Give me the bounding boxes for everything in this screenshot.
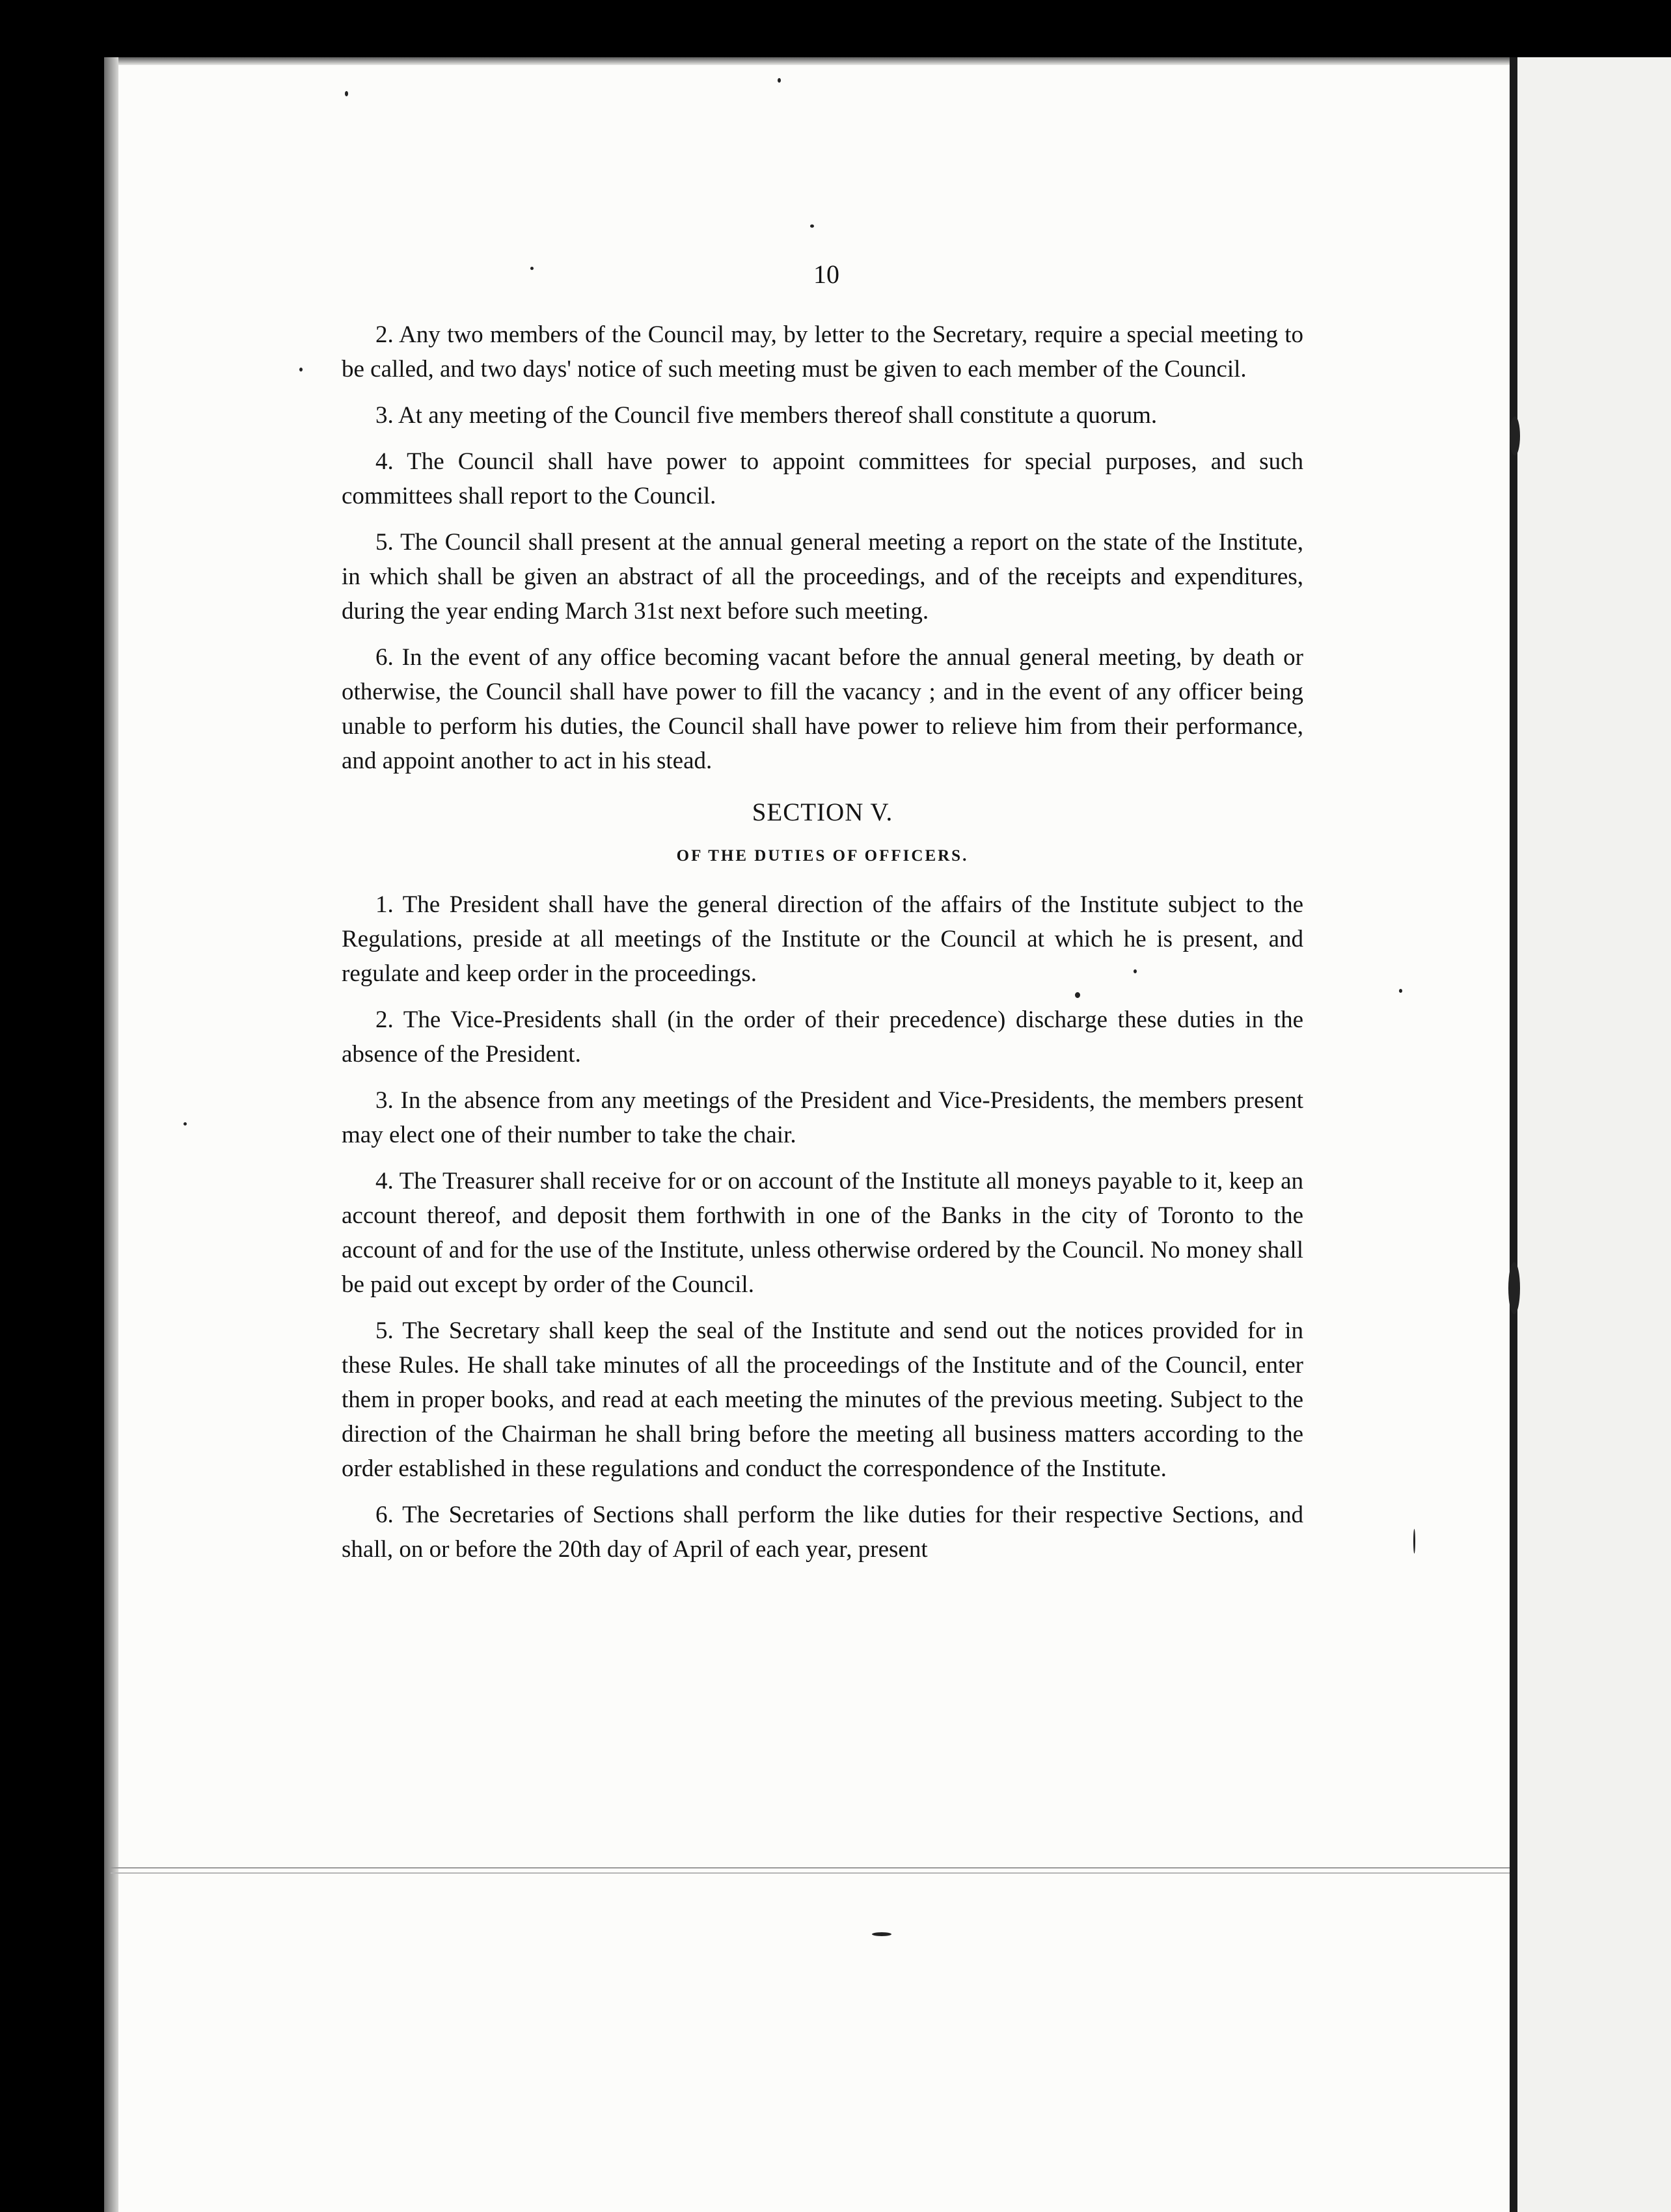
scan-speck bbox=[530, 267, 534, 270]
scan-speck bbox=[1510, 416, 1520, 455]
section-heading: SECTION V. bbox=[752, 798, 893, 826]
paragraph: 3. At any meeting of the Council five members thereof shall constitute a quorum. bbox=[375, 402, 1158, 429]
paragraph: 3. In the absence from any meetings of the President and Vice-Presidents, the members present may elect one of their number to take the chair. bbox=[342, 1087, 1303, 1148]
scan-speck bbox=[1399, 989, 1402, 993]
scan-speck bbox=[183, 1122, 187, 1126]
scan-speck bbox=[810, 224, 814, 228]
section-subheading: OF THE DUTIES OF OFFICERS. bbox=[676, 847, 969, 865]
page-left-edge bbox=[104, 57, 118, 2212]
binding-edge bbox=[1510, 57, 1517, 2212]
scan-speck bbox=[299, 368, 303, 371]
fold-line bbox=[111, 1867, 1510, 1874]
paragraph: 6. The Secretaries of Sections shall perform the like duties for their respective Sections, and shall, on or before the 20th day of April of each year, present bbox=[342, 1502, 1303, 1563]
scan-speck bbox=[872, 1932, 891, 1936]
paragraph: 5. The Council shall present at the annual general meeting a report on the state of the Institute, in which shall be given an abstract of all the proceedings, and of the receipts and expenditures, during the year ending March 31st next before such meeting. bbox=[342, 529, 1303, 625]
paragraph: 4. The Council shall have power to appoint committees for special purposes, and such committees shall report to the Council. bbox=[342, 448, 1303, 509]
paragraph: 5. The Secretary shall keep the seal of the Institute and send out the notices provided for in these Rules. He shall take minutes of all the proceedings of the Institute and of the Council, enter them in proper books, and read at each meeting the minutes of the previous meeting. Subject to the direction of the Chairman he shall bring before the meeting all business matters according to the order established in these regulations and conduct the correspondence of the Institute. bbox=[342, 1317, 1303, 1482]
paragraph: 4. The Treasurer shall receive for or on account of the Institute all moneys payable to it, keep an account thereof, and deposit them forthwith in one of the Banks in the city of Toronto to the account of and for the use of the Institute, unless otherwise ordered by the Council. No money shall be paid out except by order of the Council. bbox=[342, 1168, 1303, 1298]
adjacent-page-strip bbox=[1517, 57, 1671, 2212]
paragraph: 2. The Vice-Presidents shall (in the order of their precedence) discharge these duties in the absence of the President. bbox=[342, 1006, 1303, 1068]
scan-speck bbox=[1413, 1529, 1415, 1554]
scan-speck bbox=[778, 78, 781, 83]
scan-speck bbox=[1508, 1262, 1520, 1314]
page-number: 10 bbox=[813, 260, 839, 289]
paragraph: 1. The President shall have the general direction of the affairs of the Institute subject to the Regulations, preside at all meetings of the Institute or the Council at which he is present, and regulate and keep order in the proceedings. bbox=[342, 891, 1303, 987]
page-top-edge bbox=[104, 57, 1562, 65]
document-body bbox=[342, 317, 1303, 1578]
paragraph: 2. Any two members of the Council may, by letter to the Secretary, require a special meeting to be called, and two days' notice of such meeting must be given to each member of the Council. bbox=[342, 321, 1303, 383]
scan-speck bbox=[345, 91, 348, 96]
paragraph: 6. In the event of any office becoming vacant before the annual general meeting, by death or otherwise, the Council shall have power to fill the vacancy ; and in the event of any officer being unable to perform his duties, the Council shall have power to relieve him from their performance, and appoint another to act in his stead. bbox=[342, 644, 1303, 774]
